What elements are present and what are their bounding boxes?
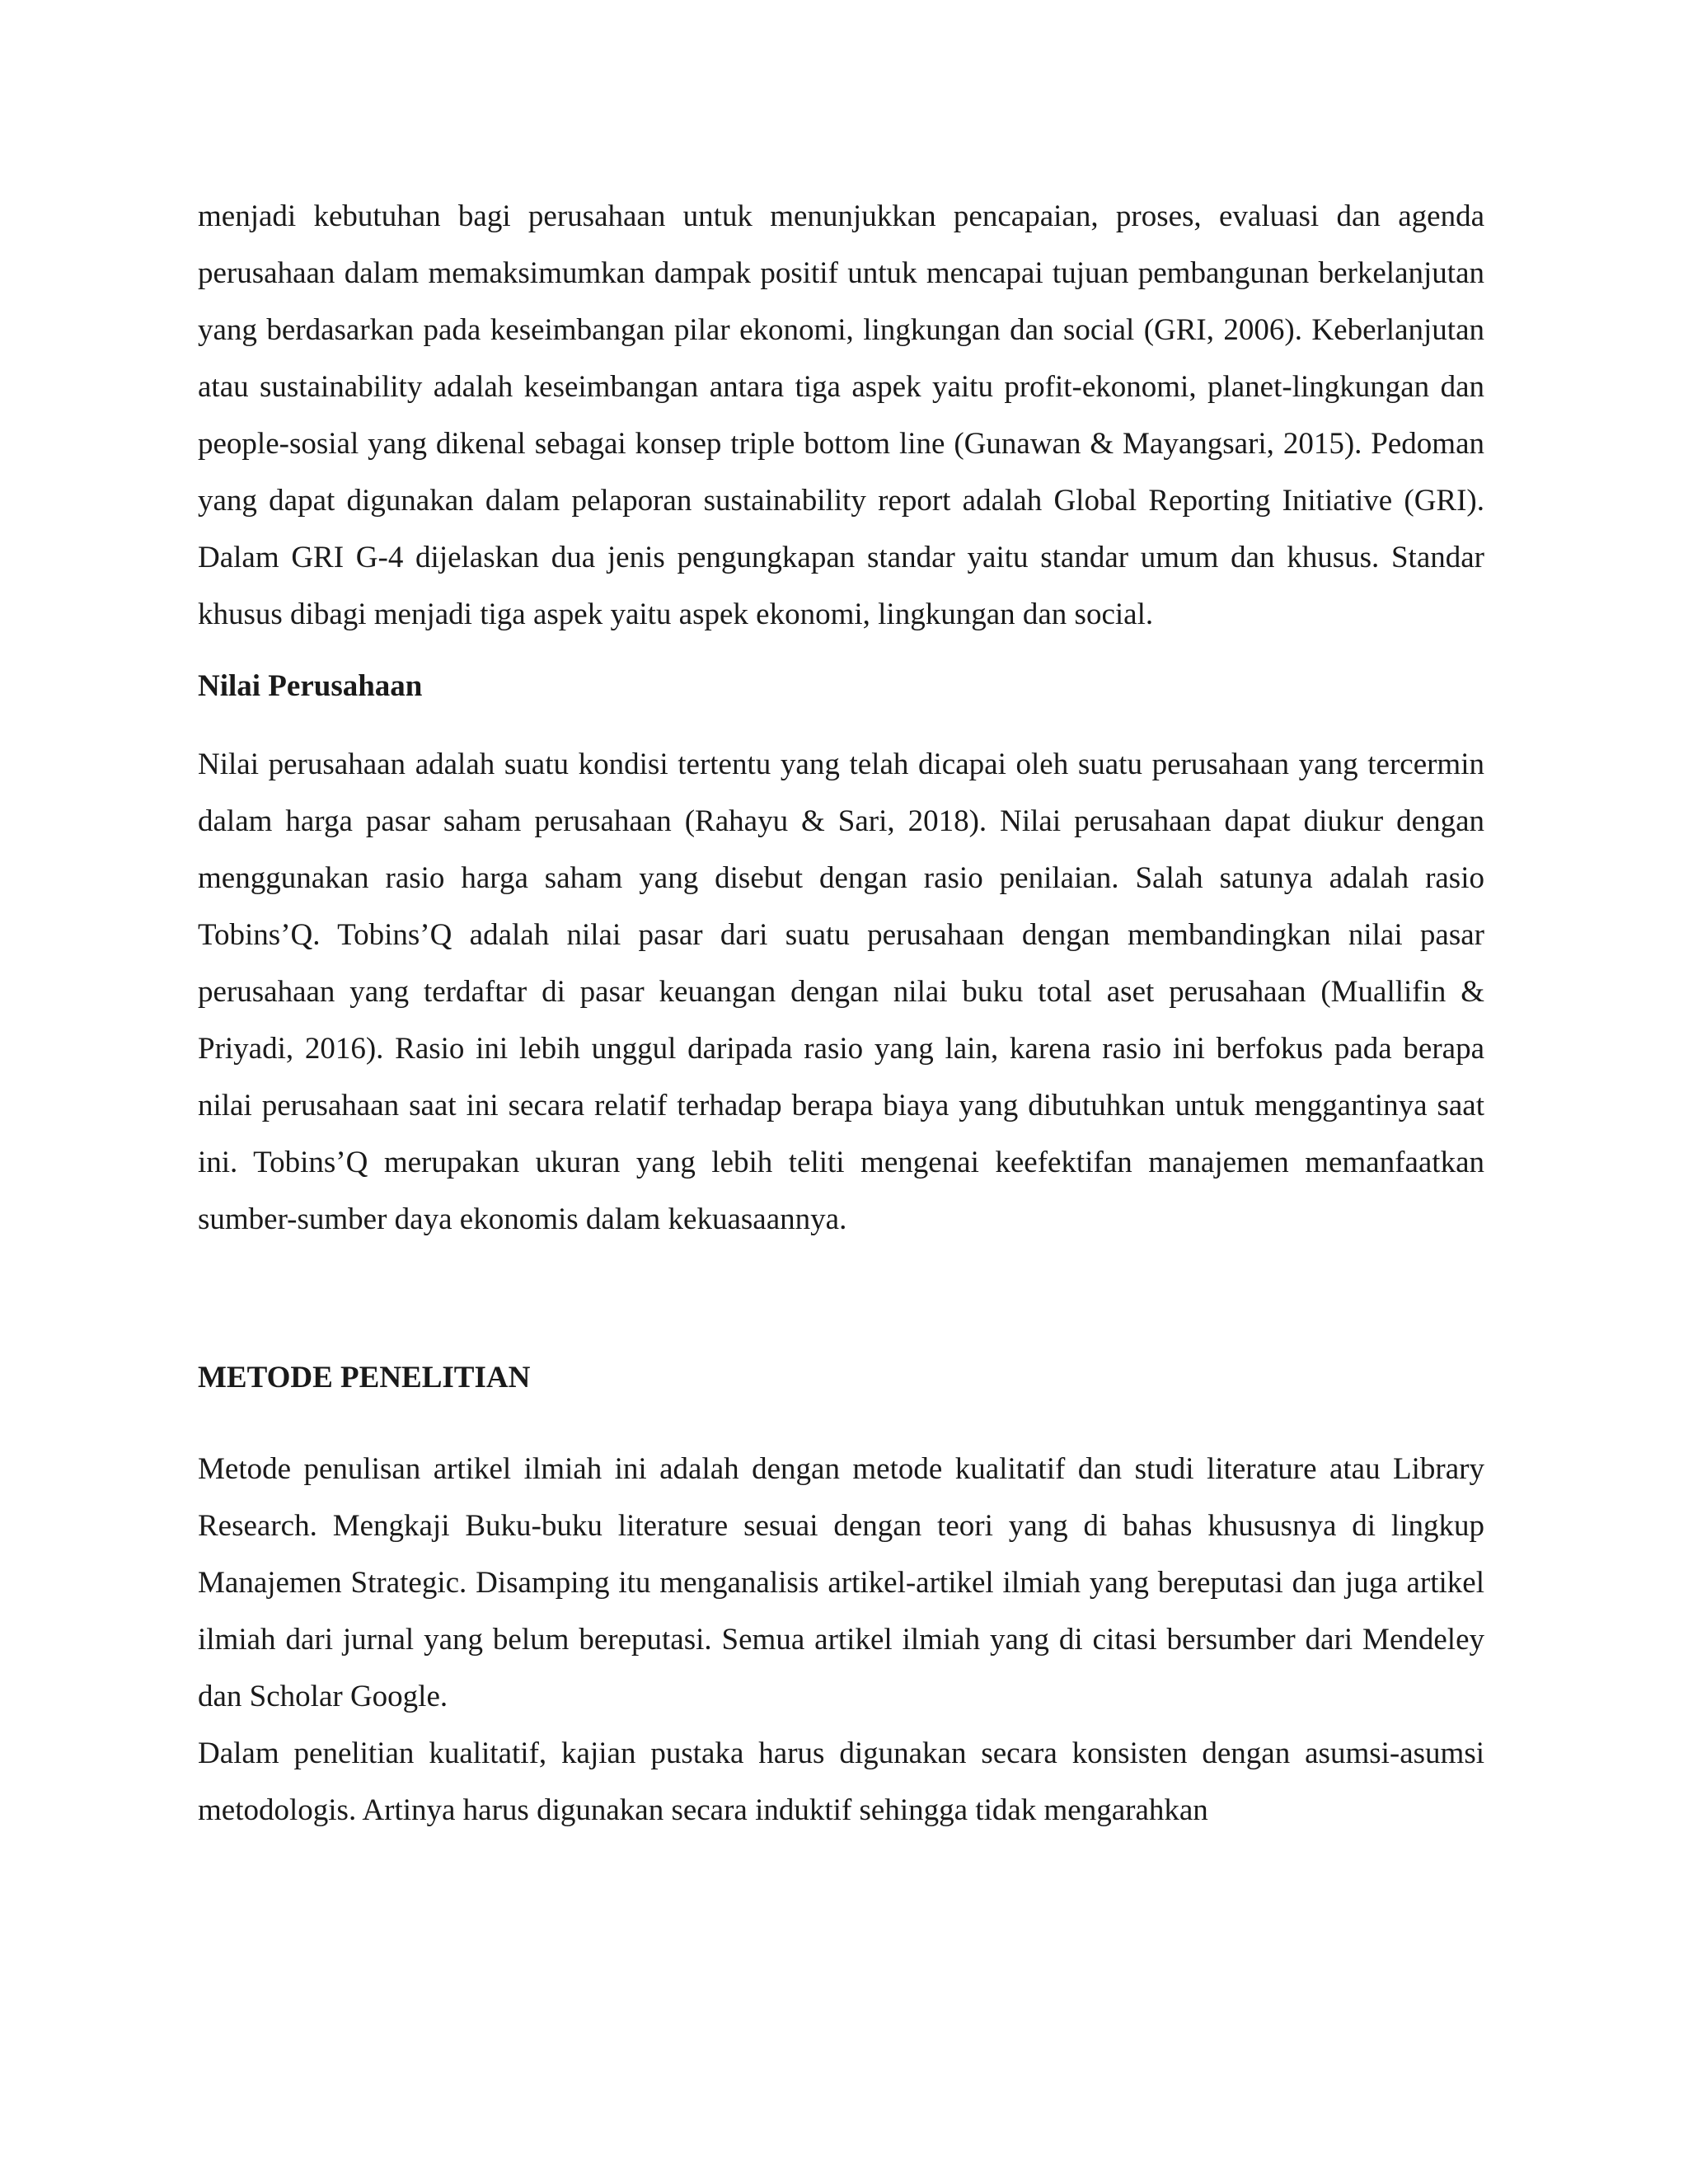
paragraph-penelitian-kualitatif: Dalam penelitian kualitatif, kajian pustaka harus digunakan secara konsisten dengan asumsi-asumsi metodologis. Artinya harus digunakan secara induktif sehingga tidak mengarahkan xyxy=(198,1736,1484,1827)
paragraph-sustainability: menjadi kebutuhan bagi perusahaan untuk menunjukkan pencapaian, proses, evaluasi dan agenda perusahaan dalam memaksimumkan dampak positif untuk mencapai tujuan pembangunan berkelanjutan yang berdasarkan pada keseimbangan pilar ekonomi, lingkungan dan social (GRI, 2006). Keberlanjutan atau sustainability adalah keseimbangan antara tiga aspek yaitu profit-ekonomi, planet-lingkungan dan people-sosial yang dikenal sebagai konsep triple bottom line (Gunawan & Mayangsari, 2015). Pedoman yang dapat digunakan dalam pelaporan sustainability report adalah Global Reporting Initiative (GRI). Dalam GRI G-4 dijelaskan dua jenis pengungkapan standar yaitu standar umum dan khusus. Standar khusus dibagi menjadi tiga aspek yaitu aspek ekonomi, lingkungan dan social. xyxy=(198,199,1484,631)
heading-nilai-perusahaan: Nilai Perusahaan xyxy=(198,669,423,703)
paragraph-metode-penulisan: Metode penulisan artikel ilmiah ini adalah dengan metode kualitatif dan studi literature atau Library Research. Mengkaji Buku-buku literature sesuai dengan teori yang di bahas khususnya di lingkup Manajemen Strategic. Disamping itu menganalisis artikel-artikel ilmiah yang bereputasi dan juga artikel ilmiah dari jurnal yang belum bereputasi. Semua artikel ilmiah yang di citasi bersumber dari Mendeley dan Scholar Google. xyxy=(198,1452,1484,1713)
heading-metode-penelitian: METODE PENELITIAN xyxy=(198,1361,531,1394)
paragraph-nilai-perusahaan: Nilai perusahaan adalah suatu kondisi tertentu yang telah dicapai oleh suatu perusahaan yang tercermin dalam harga pasar saham perusahaan (Rahayu & Sari, 2018). Nilai perusahaan dapat diukur dengan menggunakan rasio harga saham yang disebut dengan rasio penilaian. Salah satunya adalah rasio Tobins’Q. Tobins’Q adalah nilai pasar dari suatu perusahaan dengan membandingkan nilai pasar perusahaan yang terdaftar di pasar keuangan dengan nilai buku total aset perusahaan (Muallifin & Priyadi, 2016). Rasio ini lebih unggul daripada rasio yang lain, karena rasio ini berfokus pada berapa nilai perusahaan saat ini secara relatif terhadap berapa biaya yang dibutuhkan untuk menggantinya saat ini. Tobins’Q merupakan ukuran yang lebih teliti mengenai keefektifan manajemen memanfaatkan sumber-sumber daya ekonomis dalam kekuasaannya. xyxy=(198,748,1484,1236)
